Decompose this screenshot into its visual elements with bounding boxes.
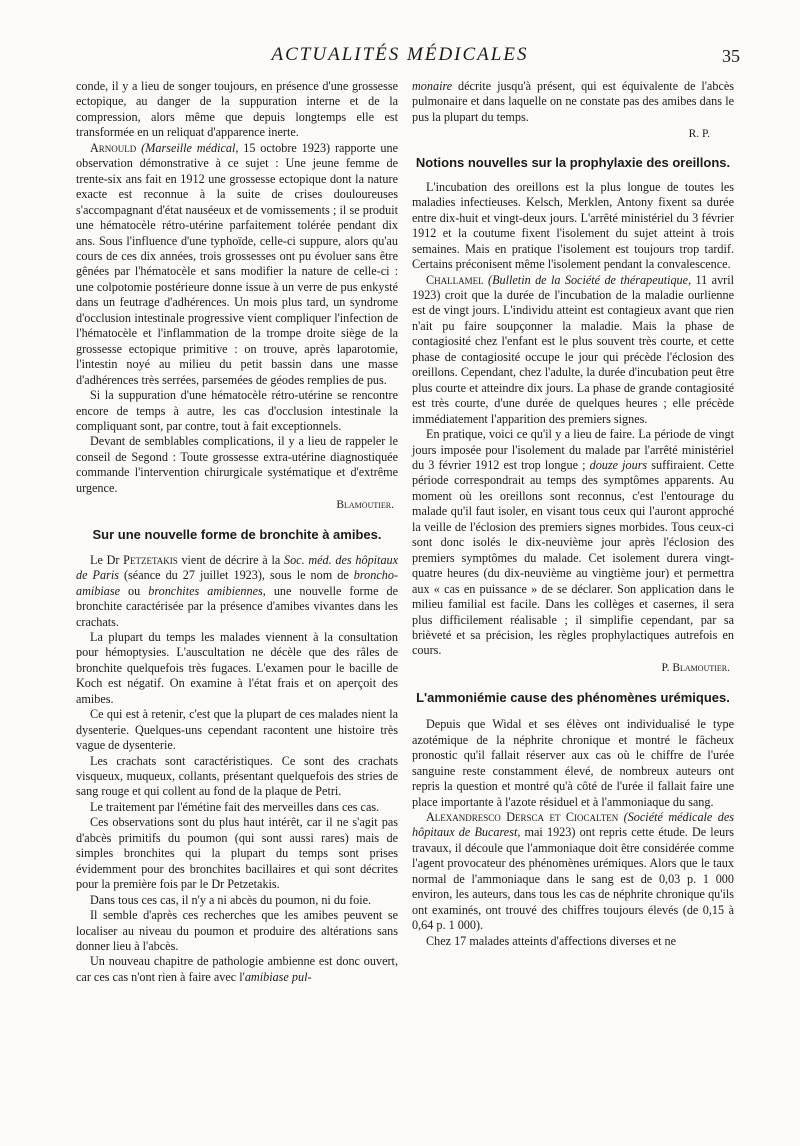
- paragraph-text: ou: [128, 583, 141, 598]
- paragraph: L'incubation des oreillons est la plus longue de toutes les maladies infectieuses. Kelsch, Merklen, Antony fixent sa durée entre dix-huit et vingt-deux jours. L'arrêté ministériel du 3 février 1912 et la coutume fixent l'isolement du sujet atteint à trois semaines. Mais en pratique l'isolement est toujours trop tardif. Certains préconisent même l'isolement pendant la convalescence.: [412, 179, 734, 272]
- term: douze jours: [589, 457, 648, 472]
- paragraph-text: Un nouveau chapitre de pathologie ambienne est donc ouvert, car ces cas n'ont rien à faire avec l': [76, 954, 398, 984]
- paragraph: Le traitement par l'émétine fait des merveilles dans ces cas.: [90, 799, 380, 814]
- section-heading: Notions nouvelles sur la prophylaxie des oreillons.: [415, 154, 731, 170]
- paragraph: [76, 141, 398, 388]
- term: bronchites amibiennes,: [148, 583, 266, 598]
- paragraph: La plupart du temps les malades viennent à la consultation pour hémoptysies. L'auscultation ne décèle que des râles de bronchite quelquefois très fugaces. L'examen pour le bacille de Koch est négatif. On examine à l'état frais et on aperçoit des amibes.: [76, 629, 398, 706]
- paragraph: Les crachats sont caractéristiques. Ce sont des crachats visqueux, muqueux, collants, présentant quelquefois des stries de sang rouge et qui collent au fond de la plaque de Petri.: [76, 753, 398, 799]
- paragraph: Si la suppuration d'une hématocèle rétro-utérine se rencontre encore de temps à autre, les cas d'occlusion intestinale la compliquant sont, par contre, tout à fait exceptionnels.: [76, 388, 398, 433]
- running-header-title: ACTUALITÉS MÉDICALES: [271, 44, 529, 65]
- term: amibiase pul-: [244, 969, 312, 984]
- paragraph-text: suffiraient. Cette période correspondrait au temps des symptômes apparents. Au moment où les oreillons sont reconnus, c'est l'entourage du malade qu'il faut isoler, en visant tous ceux qui l'auront approché la veille de l'éclosion des premiers signes morbides. Tous ceux-ci sont donc isolés le dix-neuvième jour après l'éclosion des premiers symptômes du malade. Cet isolement durera vingt-quatre heures (du dix-neuvième au vingtième jour) et permettra aux « cas en puissance » de se déclarer. Son application dans le milieu familial est facile. Dans les collèges et casernes, il sera plus difficilement réalisable ; il simplifie cependant, par sa brièveté et sa précision, les règles prophylactiques autrefois en cours.: [412, 457, 735, 658]
- term: broncho-amibiase: [76, 568, 399, 598]
- paragraph: [412, 427, 734, 659]
- author-name: Alexandresco Dersca et Ciocalten: [426, 810, 619, 825]
- paragraph: Il semble d'après ces recherches que les amibes peuvent se localiser au niveau du poumon et produire des altérations sans donner lieu à l'abcès.: [76, 908, 398, 954]
- paragraph: conde, il y a lieu de songer toujours, en présence d'une grossesse ectopique, au danger de la suppuration interne et de la compression, alors même que depuis longtemps elle est transformée en un reliquat d'apparence inerte.: [76, 79, 398, 140]
- author-name: Arnould: [90, 140, 137, 155]
- paragraph-text: Le Dr: [90, 552, 120, 567]
- paragraph: Depuis que Widal et ses élèves ont individualisé le type azotémique de la néphrite chronique et montré le fâcheux pronostic qu'il fallait réserver aux cas où le chiffre de l'urée sanguine reste constamment élevé, de nombreux auteurs ont repris la question et montré qu'à côté de l'urée il fallait faire une place importante à l'azote résiduel et à l'ammoniaque du sang.: [412, 717, 734, 809]
- paragraph-text: 11 avril 1923) croit que la durée de l'incubation de la maladie ourlienne est de vingt jours. L'individu atteint est contagieux avant que rien n'ait pu faire soupçonner la maladie. Mais la phase de contagiosité chez l'enfant est le plus souvent très courte, et cette phase de contagiosité occupe le jour qui précède l'éclosion des oreillons. Cependant, chez l'adulte, la durée d'incubation peut être plus courte et atteindre dix jours. La phase de grande contagiosité est très courte, d'une durée de quelques heures ; elle précède immédiatement l'apparition des premiers signes.: [412, 272, 735, 426]
- paragraph: Chez 17 malades atteints d'affections diverses et ne: [426, 933, 677, 948]
- paragraph-text: En pratique, voici ce qu'il y a lieu de faire. La période de vingt jours imposée pour l'isolement du malade par l'arrêté ministériel du 3 février 1912 est trop longue ;: [412, 427, 734, 472]
- author-signature: R. P.: [688, 128, 710, 141]
- paragraph: [412, 810, 734, 934]
- journal-citation: Soc. méd. des hôpitaux de Paris: [76, 552, 399, 583]
- term: monaire: [412, 79, 453, 93]
- right-column: [412, 79, 734, 949]
- paragraph: Ces observations sont du plus haut intérêt, car il ne s'agit pas d'abcès primitifs du poumon (qui sont aussi rares) mais de simples bronchites qui la plupart du temps sont prises évidemment pour des bronchites bacillaires et qui sont décrites pour la première fois par le Dr Petzetakis.: [76, 815, 398, 892]
- paragraph-text: vient de décrire à la: [181, 552, 281, 567]
- paragraph: Ce qui est à retenir, c'est que la plupart de ces malades nient la dysenterie. Quelques-uns cependant racontent une histoire très vague de dysenterie.: [76, 707, 398, 753]
- paragraph-text: une nouvelle forme de bronchite caractérisée par la présence d'amibes vivantes dans les crachats.: [76, 583, 399, 629]
- journal-citation: (Marseille médical,: [141, 140, 239, 155]
- paragraph: [76, 954, 398, 985]
- paragraph: [76, 553, 398, 630]
- paragraph: [412, 79, 734, 125]
- paragraph-text: mai 1923) ont repris cette étude. De leurs travaux, il découle que l'ammoniaque doit être considérée comme l'agent provocateur des phénomènes urémiques. Alors que le taux normal de l'ammoniaque dans le sang est de 0,03 p. 1 000 environ, les auteurs, dans tous les cas de néphrite chronique qu'ils ont examinés, ont trouvé des chiffres toujours élevés (de 0,15 à 0,64 p. 1 000).: [412, 825, 735, 933]
- page-number: 35: [722, 46, 740, 66]
- paragraph-text: (séance du 27 juillet 1923), sous le nom de: [124, 568, 349, 583]
- paragraph: Dans tous ces cas, il n'y a ni abcès du poumon, ni du foie.: [90, 892, 372, 907]
- author-name: Challamel: [426, 272, 484, 287]
- left-column: [76, 79, 398, 985]
- author-name: Petzetakis: [123, 552, 178, 567]
- section-heading: L'ammoniémie cause des phénomènes urémiques.: [416, 690, 730, 706]
- section-heading: Sur une nouvelle forme de bronchite à amibes.: [92, 526, 382, 542]
- journal-citation: (Bulletin de la Société de thérapeutique,: [488, 272, 692, 287]
- paragraph: Devant de semblables complications, il y a lieu de rappeler le conseil de Segond : Toute grossesse extra-utérine diagnostiquée commande l'intervention chirurgicale systématique et d'extrême urgence.: [76, 434, 398, 495]
- author-signature: Blamoutier.: [336, 499, 394, 512]
- journal-citation: (Société médicale des hôpitaux de Bucarest,: [412, 810, 735, 840]
- author-signature: P. Blamoutier.: [661, 661, 730, 674]
- paragraph-text: 15 octobre 1923) rapporte une observation démonstrative à ce sujet : Une jeune femme de trente-six ans fait en 1912 une grossesse ectopique dont la nature exacte est reconnue à la suite de crises douloureuses s'accompagnant d'état nauséeux et de vomissements ; il se produit une hématocèle rétro-utérine parfaitement tolérée pendant dix ans. Sous l'influence d'une typhoïde, celle-ci suppure, alors qu'au cours de ces dix années, trois grossesses ont pu évoluer sans être gênées par l'hématocèle et sans modifier la nature de celle-ci : une colpotomie postérieure donne issue à un verre de pus enkysté dans un feutrage d'adhérences. Un mois plus tard, un syndrome d'occlusion intestinale progressive vient compliquer l'infection de l'hématocèle et l'inflammation de la trompe droite siège de la grossesse ectopique primitive : on trouve, après laparotomie, l'intestin noyé au milieu du petit bassin dans une masse d'adhérences très serrées, parsemées de géodes remplies de pus.: [76, 140, 398, 387]
- paragraph: [412, 273, 734, 428]
- paragraph-text: décrite jusqu'à présent, qui est équivalente de l'abcès pulmonaire et dans laquelle on ne constate pas des amibes dans le pus la plupart du temps.: [412, 79, 734, 124]
